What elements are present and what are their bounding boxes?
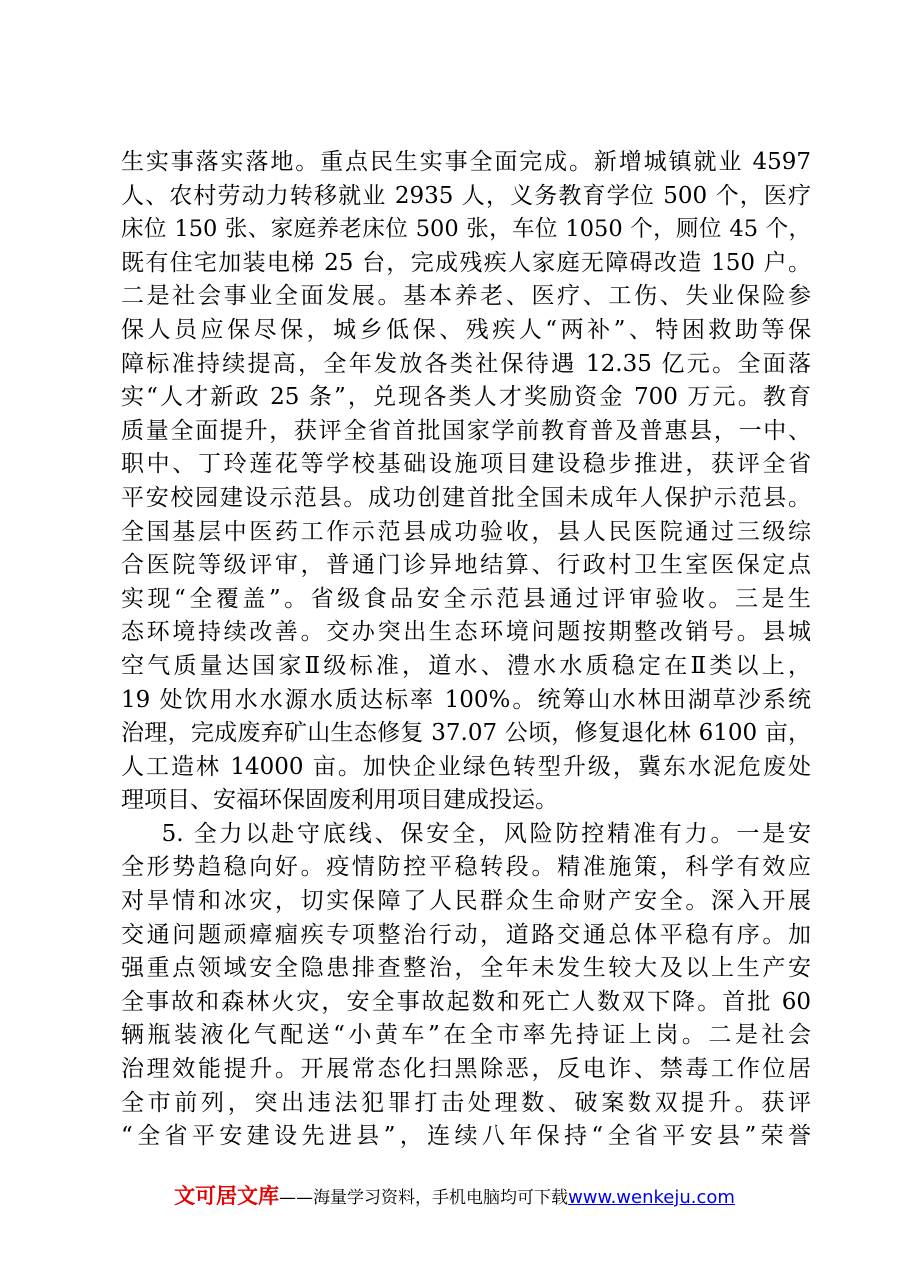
footer-url-link[interactable]: www.wenkeju.com (568, 1187, 735, 1208)
text-line: 二是社会事业全面发展。基本养老、医疗、工伤、失业保险参 (121, 283, 811, 310)
text-line: 辆瓶装液化气配送“小黄车”在全市率先持证上岗。二是社会 (121, 1022, 811, 1049)
text-line: 空气质量达国家Ⅱ级标准，道水、澧水水质稳定在Ⅱ类以上， (121, 652, 811, 679)
footer-tagline: ——海量学习资料，手机电脑均可下载 (279, 1188, 569, 1208)
footer-brand: 文可居文库 (174, 1184, 280, 1208)
text-line: 全事故和森林火灾，安全事故起数和死亡人数双下降。首批 60 (121, 988, 811, 1015)
text-line: 全形势趋稳向好。疫情防控平稳转段。精准施策，科学有效应 (121, 854, 811, 881)
text-line: 19 处饮用水水源水质达标率 100%。统筹山水林田湖草沙系统 (121, 686, 811, 713)
text-line: 5. 全力以赴守底线、保安全，风险防控精准有力。一是安 (121, 820, 811, 847)
text-line: 床位 150 张、家庭养老床位 500 张，车位 1050 个，厕位 45 个， (121, 216, 811, 243)
text-line: 交通问题顽瘴痼疾专项整治行动，道路交通总体平稳有序。加 (121, 921, 811, 948)
text-line: 理项目、安福环保固废利用项目建成投运。 (121, 787, 558, 814)
text-line: 强重点领域安全隐患排查整治，全年未发生较大及以上生产安 (121, 955, 811, 982)
text-line: “全省平安建设先进县”，连续八年保持“全省平安县”荣誉 (121, 1123, 811, 1150)
text-line: 保人员应保尽保，城乡低保、残疾人“两补”、特困救助等保 (121, 316, 811, 343)
text-line: 既有住宅加装电梯 25 台，完成残疾人家庭无障碍改造 150 户。 (121, 249, 811, 276)
text-line: 全市前列，突出违法犯罪打击处理数、破案数双提升。获评 (121, 1089, 811, 1116)
text-line: 职中、丁玲莲花等学校基础设施项目建设稳步推进，获评全省 (121, 451, 811, 478)
body-text (121, 146, 811, 1154)
text-line: 质量全面提升，获评全省首批国家学前教育普及普惠县，一中、 (121, 417, 811, 444)
text-line: 人、农村劳动力转移就业 2935 人，义务教育学位 500 个，医疗 (121, 182, 811, 209)
text-line: 生实事落实落地。重点民生实事全面完成。新增城镇就业 4597 (121, 149, 811, 175)
text-line: 实“人才新政 25 条”，兑现各类人才奖励资金 700 万元。教育 (121, 384, 811, 411)
text-line: 实现“全覆盖”。省级食品安全示范县通过评审验收。三是生 (121, 585, 811, 612)
text-line: 态环境持续改善。交办突出生态环境问题按期整改销号。县城 (121, 619, 811, 646)
text-line: 平安校园建设示范县。成功创建首批全国未成年人保护示范县。 (121, 484, 811, 511)
text-line: 人工造林 14000 亩。加快企业绿色转型升级，冀东水泥危废处 (121, 753, 811, 780)
text-line: 治理效能提升。开展常态化扫黑除恶，反电诈、禁毒工作位居 (121, 1056, 811, 1083)
text-line: 对旱情和冰灾，切实保障了人民群众生命财产安全。深入开展 (121, 888, 811, 915)
text-line: 合医院等级评审，普通门诊异地结算、行政村卫生室医保定点 (121, 552, 811, 579)
text-line: 治理，完成废弃矿山生态修复 37.07 公顷，修复退化林 6100 亩， (121, 720, 811, 747)
text-line: 全国基层中医药工作示范县成功验收，县人民医院通过三级综 (121, 518, 811, 545)
footer-banner (0, 1180, 909, 1210)
text-line: 障标准持续提高，全年发放各类社保待遇 12.35 亿元。全面落 (121, 350, 811, 377)
